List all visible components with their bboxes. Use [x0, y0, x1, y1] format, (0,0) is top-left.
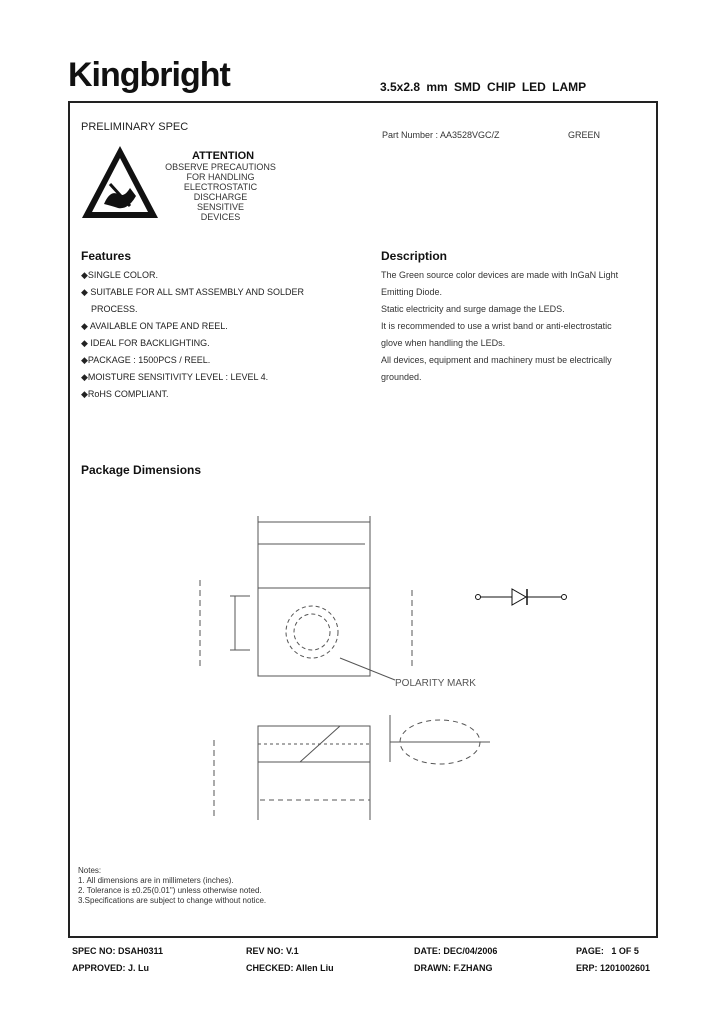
attention-text: [163, 162, 278, 222]
diode-symbol-icon: [470, 585, 570, 609]
description-line: glove when handling the LEDs.: [381, 338, 506, 348]
page-number: PAGE: 1 OF 5: [576, 946, 639, 956]
kingbright-logo: Kingbright: [68, 56, 230, 94]
attention-line: DISCHARGE: [193, 192, 248, 202]
description-line: It is recommended to use a wrist band or anti-electrostatic: [381, 321, 612, 331]
description-text: [381, 267, 651, 386]
part-number: Part Number : AA3528VGC/Z: [382, 130, 500, 140]
attention-line: SENSITIVE: [196, 202, 244, 212]
date: DATE: DEC/04/2006: [414, 946, 498, 956]
description-line: The Green source color devices are made with InGaN Light: [381, 270, 619, 280]
package-drawing: [190, 500, 510, 830]
features-heading: Features: [81, 249, 132, 263]
erp-number: ERP: 1201002601: [576, 963, 651, 973]
feature-item: ◆ AVAILABLE ON TAPE AND REEL.: [81, 321, 228, 331]
description-line: All devices, equipment and machinery must be electrically: [381, 355, 612, 365]
description-line: Emitting Diode.: [381, 287, 443, 297]
feature-item: PROCESS.: [81, 304, 138, 314]
features-list: [81, 267, 304, 403]
description-heading: Description: [381, 249, 448, 263]
notes: [78, 866, 266, 906]
feature-item: ◆ IDEAL FOR BACKLIGHTING.: [81, 338, 210, 348]
attention-line: DEVICES: [200, 212, 241, 222]
attention-line: OBSERVE PRECAUTIONS: [165, 162, 276, 172]
feature-item: ◆SINGLE COLOR.: [81, 270, 158, 280]
attention-line: FOR HANDLING: [186, 172, 255, 182]
preliminary-spec-label: PRELIMINARY SPEC: [81, 121, 189, 133]
feature-item: ◆ SUITABLE FOR ALL SMT ASSEMBLY AND SOLDER: [81, 287, 304, 297]
drawn-by: DRAWN: F.ZHANG: [414, 963, 493, 973]
esd-warning-icon: [80, 144, 160, 222]
document-title: 3.5x2.8 mm SMD CHIP LED LAMP: [380, 80, 587, 94]
description-line: grounded.: [381, 372, 422, 382]
note-line: 1. All dimensions are in millimeters (inches).: [78, 876, 234, 885]
spec-no: SPEC NO: DSAH0311: [72, 946, 164, 956]
rev-no: REV NO: V.1: [246, 946, 299, 956]
feature-item: ◆PACKAGE : 1500PCS / REEL.: [81, 355, 211, 365]
feature-item: ◆MOISTURE SENSITIVITY LEVEL : LEVEL 4.: [81, 372, 269, 382]
approved-by: APPROVED: J. Lu: [72, 963, 150, 973]
feature-item: ◆RoHS COMPLIANT.: [81, 389, 169, 399]
checked-by: CHECKED: Allen Liu: [246, 963, 334, 973]
note-line: 2. Tolerance is ±0.25(0.01") unless otherwise noted.: [78, 886, 262, 895]
attention-line: ELECTROSTATIC: [183, 182, 258, 192]
description-line: Static electricity and surge damage the LEDS.: [381, 304, 565, 314]
attention-title: ATTENTION: [192, 150, 255, 162]
notes-title: Notes:: [78, 866, 102, 875]
note-line: 3.Specifications are subject to change without notice.: [78, 896, 267, 905]
polarity-mark-label: POLARITY MARK: [395, 678, 476, 689]
led-color: GREEN: [568, 130, 601, 140]
package-dimensions-heading: Package Dimensions: [81, 463, 202, 477]
